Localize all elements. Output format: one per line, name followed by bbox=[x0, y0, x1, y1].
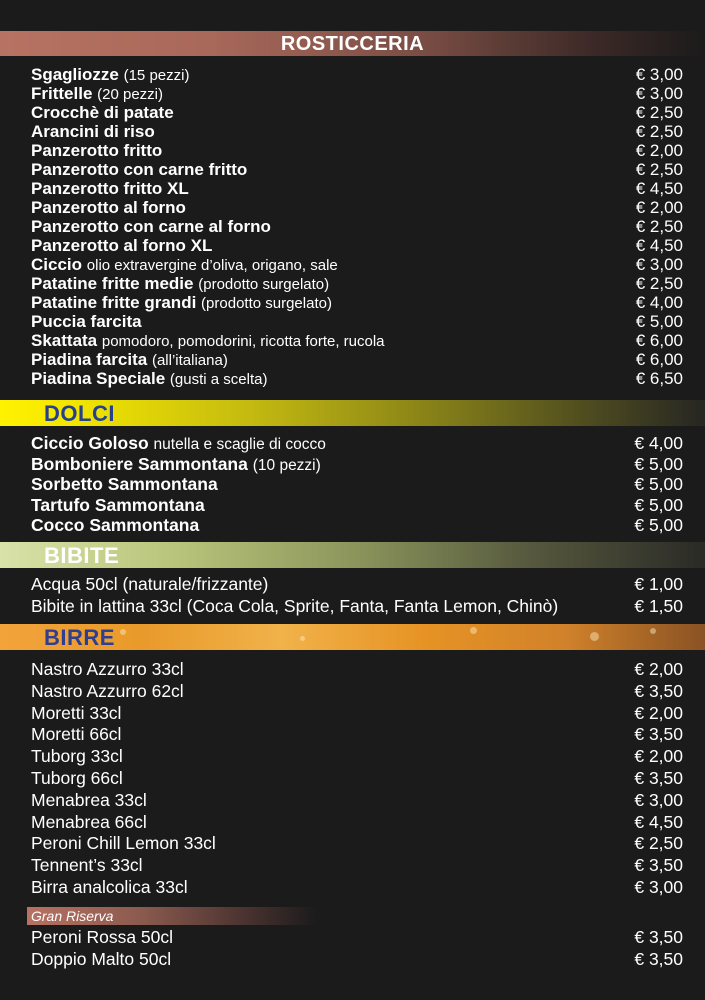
menu-item: Panzerotto al forno XL € 4,50 bbox=[31, 236, 683, 255]
menu-item: Menabrea 66cl € 4,50 bbox=[31, 811, 683, 832]
menu-item: Moretti 66cl € 3,50 bbox=[31, 724, 683, 745]
menu-item: Patatine fritte grandi (prodotto surgelato) € 4,00 bbox=[31, 293, 683, 312]
item-price: € 2,50 bbox=[635, 160, 683, 179]
menu-item: Panzerotto fritto XL € 4,50 bbox=[31, 179, 683, 198]
item-price: € 3,00 bbox=[635, 65, 683, 84]
item-price: € 6,00 bbox=[635, 350, 683, 369]
item-price: € 2,00 bbox=[634, 702, 683, 723]
menu-item: Nastro Azzurro 62cl € 3,50 bbox=[31, 680, 683, 701]
item-price: € 2,50 bbox=[635, 274, 683, 293]
item-price: € 2,00 bbox=[634, 746, 683, 767]
dolci-list bbox=[31, 433, 683, 536]
menu-item: Peroni Chill Lemon 33cl € 2,50 bbox=[31, 833, 683, 854]
item-price: € 3,00 bbox=[634, 789, 683, 810]
bubble-decoration bbox=[300, 636, 305, 641]
menu-item: Piadina Speciale (gusti a scelta) € 6,50 bbox=[31, 369, 683, 388]
item-price: € 1,00 bbox=[634, 574, 683, 594]
item-price: € 3,50 bbox=[634, 724, 683, 745]
bubble-decoration bbox=[650, 628, 656, 634]
item-price: € 5,00 bbox=[634, 474, 683, 495]
item-price: € 5,00 bbox=[635, 312, 683, 331]
gran-riserva-list bbox=[31, 927, 683, 971]
item-price: € 2,50 bbox=[634, 833, 683, 854]
menu-item: Sgagliozze (15 pezzi) € 3,00 bbox=[31, 65, 683, 84]
menu-item: Tuborg 33cl € 2,00 bbox=[31, 746, 683, 767]
item-price: € 3,00 bbox=[635, 84, 683, 103]
item-price: € 5,00 bbox=[634, 494, 683, 515]
menu-item: Doppio Malto 50cl € 3,50 bbox=[31, 948, 683, 969]
menu-item: Bomboniere Sammontana (10 pezzi) € 5,00 bbox=[31, 453, 683, 474]
menu-item: Acqua 50cl (naturale/frizzante) € 1,00 bbox=[31, 574, 683, 594]
menu-item: Panzerotto fritto € 2,00 bbox=[31, 141, 683, 160]
bibite-list bbox=[31, 574, 683, 618]
menu-item: Patatine fritte medie (prodotto surgelato) € 2,50 bbox=[31, 274, 683, 293]
menu-item: Ciccio Goloso nutella e scaglie di cocco € 4,00 bbox=[31, 433, 683, 453]
item-price: € 3,50 bbox=[634, 680, 683, 701]
menu-item: Menabrea 33cl € 3,00 bbox=[31, 789, 683, 810]
menu-item: Frittelle (20 pezzi) € 3,00 bbox=[31, 84, 683, 103]
menu-item: Arancini di riso € 2,50 bbox=[31, 122, 683, 141]
birre-title: BIRRE bbox=[44, 625, 115, 650]
item-price: € 5,00 bbox=[634, 453, 683, 474]
bubble-decoration bbox=[120, 629, 126, 635]
menu-item: Peroni Rossa 50cl € 3,50 bbox=[31, 927, 683, 947]
bibite-header bbox=[0, 542, 705, 568]
menu-item: Panzerotto al forno € 2,00 bbox=[31, 198, 683, 217]
item-price: € 2,00 bbox=[635, 198, 683, 217]
bibite-title: BIBITE bbox=[44, 543, 120, 568]
menu-item: Ciccio olio extravergine d’oliva, origano, sale € 3,00 bbox=[31, 255, 683, 274]
item-price: € 4,50 bbox=[634, 811, 683, 832]
dolci-title: DOLCI bbox=[44, 401, 115, 426]
item-price: € 3,50 bbox=[634, 927, 683, 947]
item-price: € 4,00 bbox=[634, 433, 683, 453]
menu-item: Birra analcolica 33cl € 3,00 bbox=[31, 876, 683, 897]
item-price: € 3,50 bbox=[634, 948, 683, 969]
item-price: € 3,00 bbox=[635, 255, 683, 274]
menu-item: Moretti 33cl € 2,00 bbox=[31, 702, 683, 723]
menu-item: Panzerotto con carne fritto € 2,50 bbox=[31, 160, 683, 179]
bubble-decoration bbox=[590, 632, 599, 641]
menu-item: Tennent’s 33cl € 3,50 bbox=[31, 855, 683, 876]
menu-item: Cocco Sammontana € 5,00 bbox=[31, 515, 683, 536]
item-price: € 4,00 bbox=[635, 293, 683, 312]
item-price: € 2,50 bbox=[635, 217, 683, 236]
item-price: € 2,00 bbox=[634, 659, 683, 679]
menu-item: Piadina farcita (all’italiana) € 6,00 bbox=[31, 350, 683, 369]
menu-item: Tuborg 66cl € 3,50 bbox=[31, 767, 683, 788]
item-price: € 3,50 bbox=[634, 767, 683, 788]
birre-header bbox=[0, 624, 705, 650]
dolci-header bbox=[0, 400, 705, 426]
menu-item: Bibite in lattina 33cl (Coca Cola, Sprite, Fanta, Fanta Lemon, Chinò) € 1,50 bbox=[31, 595, 683, 616]
menu-item: Sorbetto Sammontana € 5,00 bbox=[31, 474, 683, 495]
rosticceria-header bbox=[0, 31, 705, 56]
item-price: € 1,50 bbox=[634, 595, 683, 616]
gran-riserva-header bbox=[27, 907, 317, 925]
rosticceria-list bbox=[31, 65, 683, 388]
item-price: € 6,50 bbox=[635, 369, 683, 388]
bubble-decoration bbox=[470, 627, 477, 634]
menu-item: Nastro Azzurro 33cl € 2,00 bbox=[31, 659, 683, 679]
item-price: € 2,50 bbox=[635, 103, 683, 122]
menu-item: Crocchè di patate € 2,50 bbox=[31, 103, 683, 122]
item-price: € 2,50 bbox=[635, 122, 683, 141]
item-price: € 2,00 bbox=[635, 141, 683, 160]
menu-item: Panzerotto con carne al forno € 2,50 bbox=[31, 217, 683, 236]
item-price: € 4,50 bbox=[635, 179, 683, 198]
menu-item: Tartufo Sammontana € 5,00 bbox=[31, 494, 683, 515]
item-price: € 4,50 bbox=[635, 236, 683, 255]
rosticceria-title: ROSTICCERIA bbox=[280, 33, 425, 55]
birre-list bbox=[31, 659, 683, 899]
menu-item: Skattata pomodoro, pomodorini, ricotta forte, rucola € 6,00 bbox=[31, 331, 683, 350]
item-price: € 3,00 bbox=[634, 876, 683, 897]
item-price: € 6,00 bbox=[635, 331, 683, 350]
item-price: € 3,50 bbox=[634, 855, 683, 876]
menu-item: Puccia farcita € 5,00 bbox=[31, 312, 683, 331]
item-price: € 5,00 bbox=[634, 515, 683, 536]
gran-riserva-title: Gran Riserva bbox=[31, 908, 114, 924]
